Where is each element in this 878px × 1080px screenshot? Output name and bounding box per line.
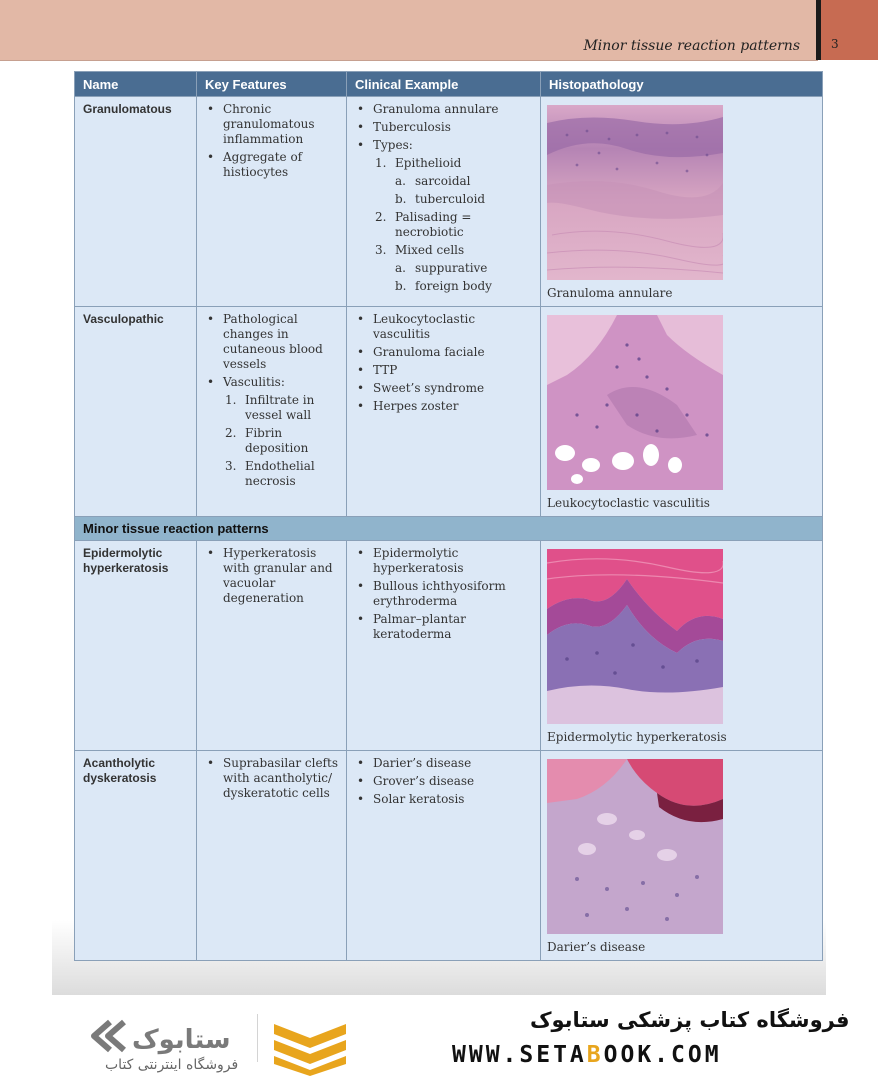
list-item: b. foreign body	[395, 279, 492, 293]
list-item: • Chronic granulomatous inflammation	[205, 102, 340, 147]
clinical-example-cell	[347, 541, 541, 751]
key-features-cell	[197, 541, 347, 751]
table-header-row	[75, 72, 823, 97]
table-row	[75, 541, 823, 751]
histology-caption: Leukocytoclastic vasculitis	[547, 496, 710, 510]
section-title: Minor tissue reaction patterns	[75, 517, 823, 541]
histopathology-cell	[541, 541, 823, 751]
histology-image-dariers-disease	[547, 759, 723, 934]
list-item: a. suppurative	[395, 261, 488, 275]
section-row	[75, 517, 823, 541]
histology-caption: Darier’s disease	[547, 940, 646, 954]
list-item: • Granuloma faciale	[355, 345, 534, 360]
list-item: • TTP	[355, 363, 534, 378]
col-header-clinical-example: Clinical Example	[347, 72, 541, 97]
histology-image-granuloma-annulare	[547, 105, 723, 280]
running-title: Minor tissue reaction patterns	[583, 38, 800, 54]
row-name-vasculopathic: Vasculopathic	[75, 307, 197, 517]
store-name: فروشگاه کتاب پزشکی ستابوک	[530, 1008, 850, 1032]
table-row	[75, 307, 823, 517]
list-item: • Bullous ichthyosiform erythroderma	[355, 579, 534, 609]
list-item: 1. Epithelioid a. sarcoidal b. tuberculoid	[373, 156, 534, 207]
page-number: 3	[831, 37, 839, 51]
key-features-cell	[197, 307, 347, 517]
list-item: 3. Mixed cells a. suppurative b. foreign body	[373, 243, 534, 294]
clinical-example-cell	[347, 307, 541, 517]
logo-tagline: فروشگاه اینترنتی کتاب	[105, 1057, 239, 1073]
col-header-key-features: Key Features	[197, 72, 347, 97]
list-item: 1. Infiltrate in vessel wall	[225, 393, 315, 422]
row-name-acantholytic-dyskeratosis: Acantholytic dyskeratosis	[75, 751, 197, 961]
list-item	[355, 138, 534, 294]
list-item: • Tuberculosis	[355, 120, 534, 135]
types-label: Types:	[373, 138, 413, 152]
histopathology-cell	[541, 97, 823, 307]
list-item: • Solar keratosis	[355, 792, 534, 807]
clinical-example-cell	[347, 97, 541, 307]
list-item: • Granuloma annulare	[355, 102, 534, 117]
list-item: • Grover’s disease	[355, 774, 534, 789]
book-chevron-icon	[270, 1018, 350, 1078]
header-accent	[821, 0, 878, 60]
list-item: 2. Palisading = necrobiotic	[375, 210, 472, 239]
list-item: b. tuberculoid	[395, 192, 486, 206]
list-item: • Epidermolytic hyperkeratosis	[355, 546, 534, 576]
list-item: a. sarcoidal	[395, 174, 471, 188]
list-item: • Darier’s disease	[355, 756, 534, 771]
histology-caption: Granuloma annulare	[547, 286, 673, 300]
list-item: • Pathological changes in cutaneous blood vessels	[205, 312, 340, 372]
list-item: • Hyperkeratosis with granular and vacuolar degeneration	[205, 546, 340, 606]
key-features-cell	[197, 751, 347, 961]
logo-mark-text: ستابوک	[132, 1025, 231, 1055]
clinical-example-cell	[347, 751, 541, 961]
store-url: WWW.SETABOOK.COM	[452, 1042, 722, 1068]
key-features-cell	[197, 97, 347, 307]
list-item: • Leukocytoclastic vasculitis	[355, 312, 534, 342]
list-item: • Aggregate of histiocytes	[205, 150, 340, 180]
row-name-epidermolytic-hyperkeratosis: Epidermolytic hyperkeratosis	[75, 541, 197, 751]
table-row	[75, 97, 823, 307]
row-name-granulomatous: Granulomatous	[75, 97, 197, 307]
list-item: • Suprabasilar clefts with acantholytic/ dyskeratotic cells	[205, 756, 340, 801]
col-header-histopathology: Histopathology	[541, 72, 823, 97]
list-item: • Sweet’s syndrome	[355, 381, 534, 396]
list-item: • Vasculitis: 1. Infiltrate in vessel wall 2. Fibrin deposition 3. Endothelial necrosis	[205, 375, 340, 489]
header-rule	[0, 60, 818, 61]
histology-image-leukocytoclastic-vasculitis	[547, 315, 723, 490]
list-item: 2. Fibrin deposition	[225, 426, 309, 455]
histology-image-epidermolytic-hyperkeratosis	[547, 549, 723, 724]
table-row	[75, 751, 823, 961]
histopathology-cell	[541, 751, 823, 961]
histopathology-cell	[541, 307, 823, 517]
col-header-name: Name	[75, 72, 197, 97]
list-item: • Herpes zoster	[355, 399, 534, 414]
list-item: • Palmar–plantar keratoderma	[355, 612, 534, 642]
histology-caption: Epidermolytic hyperkeratosis	[547, 730, 727, 744]
reaction-patterns-table	[74, 71, 823, 961]
list-item: 3. Endothelial necrosis	[225, 459, 315, 488]
